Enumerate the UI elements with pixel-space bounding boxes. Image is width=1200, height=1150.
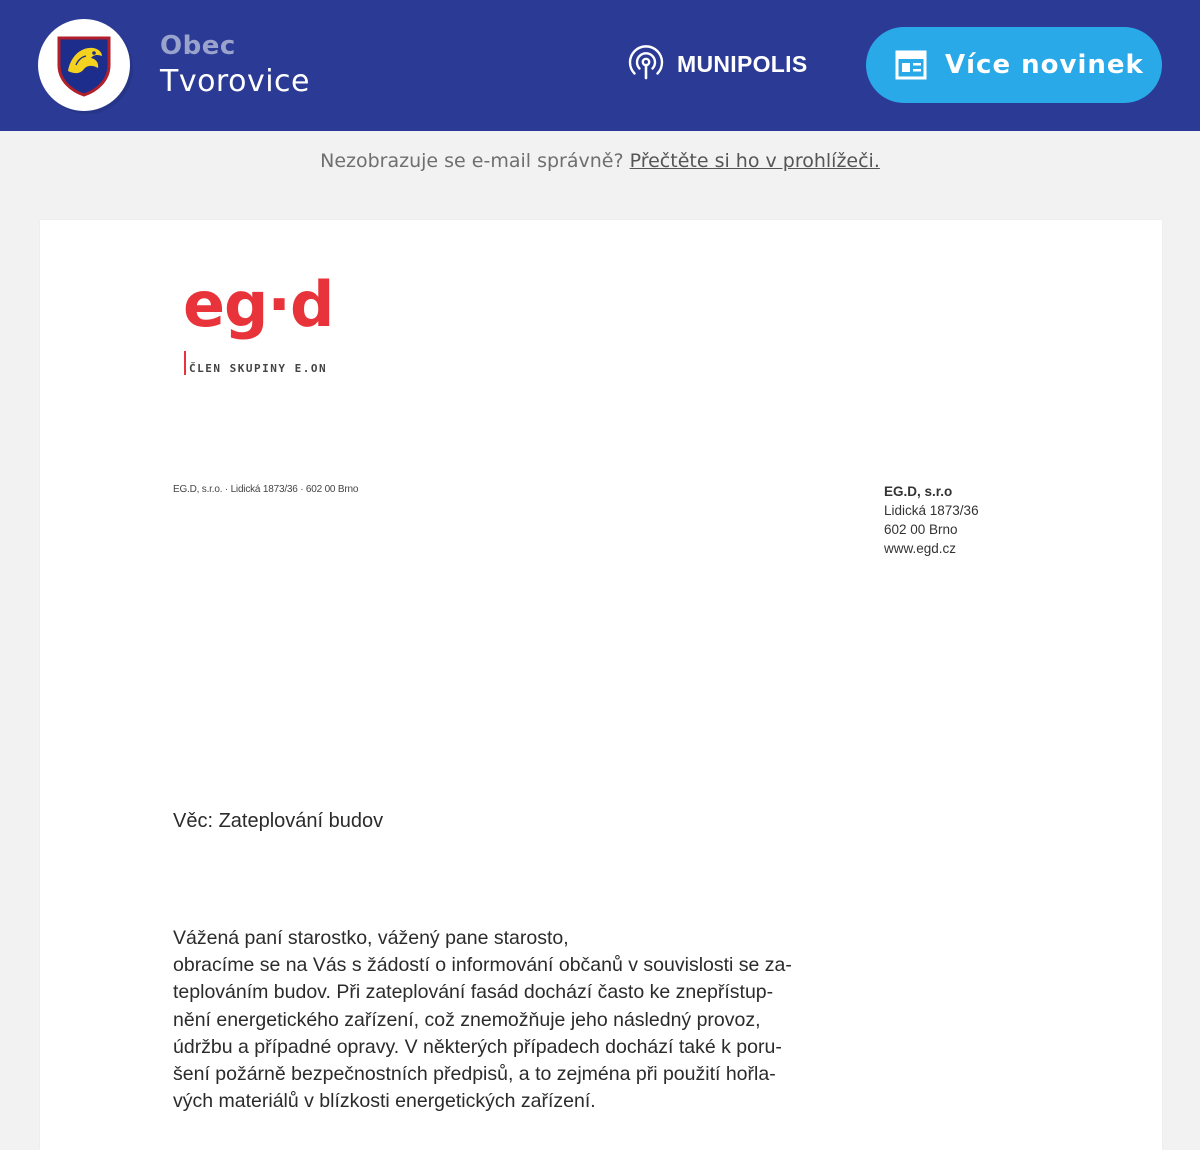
body-line: údržbu a případné opravy. V některých případech dochází také k poru- xyxy=(173,1035,782,1058)
munipolis-label: MUNIPOLIS xyxy=(677,50,808,77)
address-street: Lidická 1873/36 xyxy=(884,503,979,518)
address-web: www.egd.cz xyxy=(884,541,957,556)
more-news-label: Více novinek xyxy=(945,50,1144,80)
munipolis-logo[interactable] xyxy=(627,45,807,83)
broadcast-icon xyxy=(627,45,665,83)
town-name: Tvorovice xyxy=(160,64,311,99)
logo-divider xyxy=(184,351,186,375)
body-line: Vážená paní starostko, vážený pane starosto, xyxy=(173,927,569,949)
address-city: 602 00 Brno xyxy=(884,522,958,537)
newspaper-icon xyxy=(895,50,927,80)
egd-logo xyxy=(183,268,343,384)
more-news-button[interactable] xyxy=(866,27,1162,103)
village-crest-icon[interactable] xyxy=(38,19,130,111)
body-line: vých materiálů v blízkosti energetických zařízení. xyxy=(173,1090,596,1113)
letter-subject: Věc: Zateplování budov xyxy=(173,810,384,832)
preheader-text: Nezobrazuje se e-mail správně? xyxy=(320,150,624,172)
view-in-browser-link[interactable]: Přečtěte si ho v prohlížeči. xyxy=(629,150,880,172)
address-company: EG.D, s.r.o xyxy=(884,484,953,499)
recipient-address xyxy=(884,482,979,558)
body-line: šení požárně bezpečnostních předpisů, a to zejména při použití hořla- xyxy=(173,1063,776,1086)
header xyxy=(0,0,1200,131)
egd-logo-subtitle: ČLEN SKUPINY E.ON xyxy=(189,362,328,375)
municipality-label: Obec xyxy=(160,31,236,61)
body-line: obracíme se na Vás s žádostí o informování občanů v souvislosti se za- xyxy=(173,954,792,977)
body-line: nění energetického zařízení, což znemožňuje jeho následný provoz, xyxy=(173,1008,761,1031)
body-line: teplováním budov. Při zateplování fasád dochází často ke znepřístup- xyxy=(173,981,774,1004)
letter-body xyxy=(173,925,833,1115)
sender-address-line: EG.D, s.r.o. · Lidická 1873/36 · 602 00 Brno xyxy=(173,484,359,495)
letter-card xyxy=(40,220,1162,1150)
preheader xyxy=(0,150,1200,172)
egd-logo-wordmark: eg·d xyxy=(183,268,334,341)
